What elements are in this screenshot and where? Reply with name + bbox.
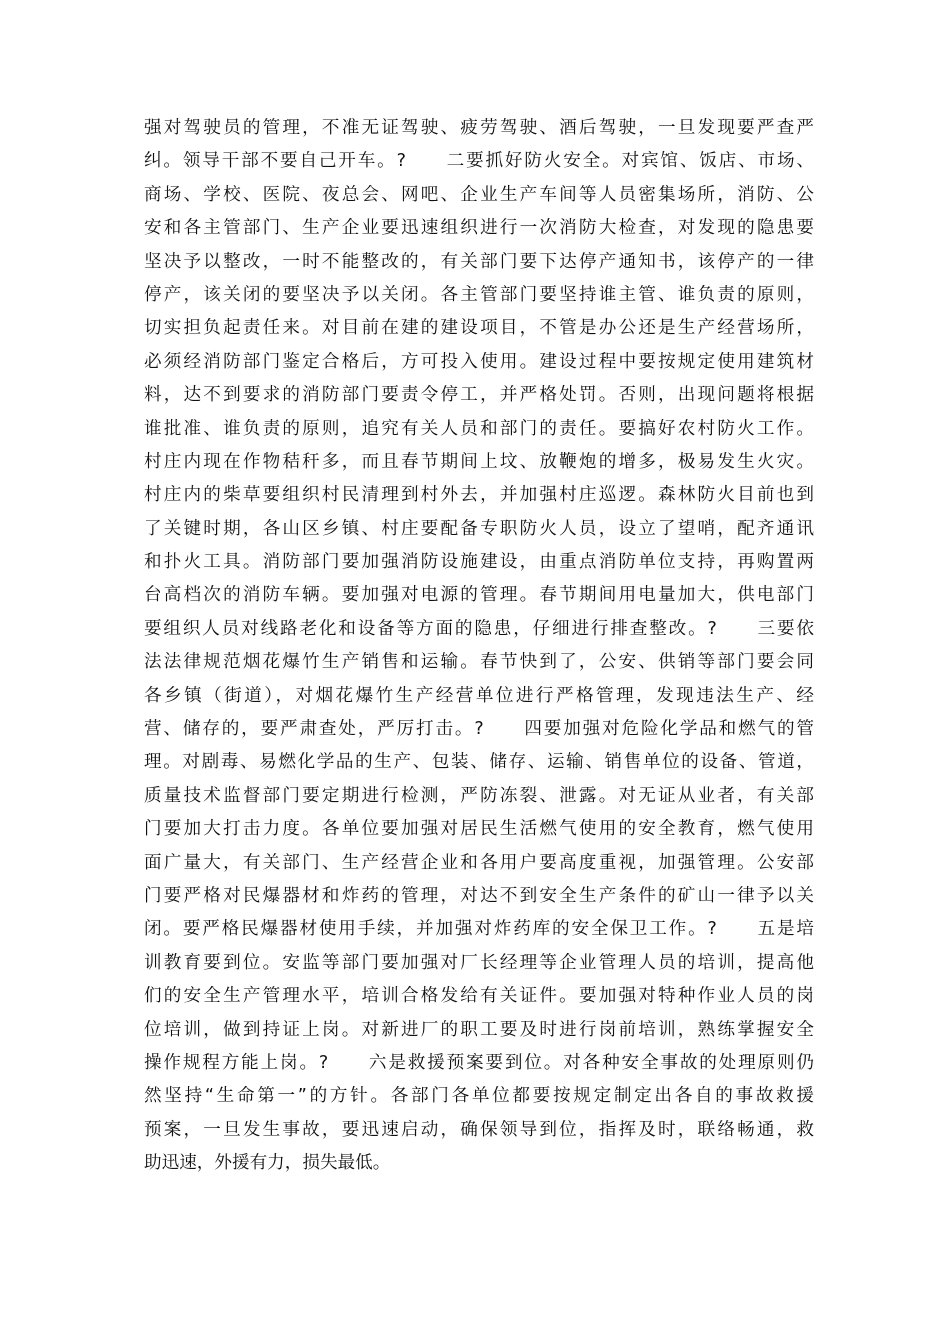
text-line: 门要严格对民爆器材和炸药的管理，对达不到安全生产条件的矿山一律予以关: [144, 885, 814, 906]
text-line: 停产，该关闭的要坚决予以关闭。各主管部门要坚持谁主管、谁负责的原则，: [144, 284, 814, 305]
text-line: 训教育要到位。安监等部门要加强对厂长经理等企业管理人员的培训，提高他: [144, 952, 814, 973]
text-line: 必须经消防部门鉴定合格后，方可投入使用。建设过程中要按规定使用建筑材: [144, 351, 814, 372]
text-line: 村庄内的柴草要组织村民清理到村外去，并加强村庄巡逻。森林防火目前也到: [144, 485, 814, 506]
text-line: 谁批准、谁负责的原则，追究有关人员和部门的责任。要搞好农村防火工作。: [144, 418, 814, 439]
text-line: 预案，一旦发生事故，要迅速启动，确保领导到位，指挥及时，联络畅通，救: [144, 1119, 814, 1140]
text-line: 商场、学校、医院、夜总会、网吧、企业生产车间等人员密集场所，消防、公: [144, 184, 814, 205]
text-line: 各乡镇（街道），对烟花爆竹生产经营单位进行严格管理，发现违法生产、经: [144, 685, 814, 706]
text-line: 和扑火工具。消防部门要加强消防设施建设，由重点消防单位支持，再购置两: [144, 552, 814, 573]
text-line: 强对驾驶员的管理，不准无证驾驶、疲劳驾驶、酒后驾驶，一旦发现要严查严: [144, 118, 814, 138]
text-line: 面广量大，有关部门、生产经营企业和各用户要高度重视，加强管理。公安部: [144, 852, 814, 873]
text-line: 门要加大打击力度。各单位要加强对居民生活燃气使用的安全教育，燃气使用: [144, 819, 814, 840]
text-line: 台高档次的消防车辆。要加强对电源的管理。春节期间用电量加大，供电部门: [144, 585, 814, 606]
text-line: 营、储存的，要严肃查处，严厉打击。? 四要加强对危险化学品和燃气的管: [144, 719, 814, 740]
text-line: 纠。领导干部不要自己开车。? 二要抓好防火安全。对宾馆、饭店、市场、: [144, 151, 814, 172]
text-line: 闭。要严格民爆器材使用手续，并加强对炸药库的安全保卫工作。? 五是培: [144, 919, 814, 940]
text-line: 安和各主管部门、生产企业要迅速组织进行一次消防大检查，对发现的隐患要: [144, 218, 814, 239]
text-line: 要组织人员对线路老化和设备等方面的隐患，仔细进行排查整改。? 三要依: [144, 618, 814, 639]
text-line: 法法律规范烟花爆竹生产销售和运输。春节快到了，公安、供销等部门要会同: [144, 652, 814, 673]
text-line-last: 助迅速，外援有力，损失最低。: [144, 1153, 391, 1174]
text-line: 切实担负起责任来。对目前在建的建设项目，不管是办公还是生产经营场所，: [144, 318, 814, 339]
body-text: [144, 112, 814, 1181]
text-line: 们的安全生产管理水平，培训合格发给有关证件。要加强对特种作业人员的岗: [144, 986, 814, 1007]
text-line: 然坚持“生命第一”的方针。各部门各单位都要按规定制定出各自的事故救援: [144, 1086, 814, 1107]
text-line: 了关键时期，各山区乡镇、村庄要配备专职防火人员，设立了望哨，配齐通讯: [144, 518, 814, 539]
text-line: 坚决予以整改，一时不能整改的，有关部门要下达停产通知书，该停产的一律: [144, 251, 814, 272]
text-line: 操作规程方能上岗。? 六是救援预案要到位。对各种安全事故的处理原则仍: [144, 1052, 814, 1073]
text-line: 村庄内现在作物秸秆多，而且春节期间上坟、放鞭炮的增多，极易发生火灾。: [144, 451, 814, 472]
text-line: 理。对剧毒、易燃化学品的生产、包装、储存、运输、销售单位的设备、管道，: [144, 752, 814, 773]
text-line: 料，达不到要求的消防部门要责令停工，并严格处罚。否则，出现问题将根据: [144, 385, 814, 406]
text-line: 质量技术监督部门要定期进行检测，严防冻裂、泄露。对无证从业者，有关部: [144, 785, 814, 806]
text-line: 位培训，做到持证上岗。对新进厂的职工要及时进行岗前培训，熟练掌握安全: [144, 1019, 814, 1040]
